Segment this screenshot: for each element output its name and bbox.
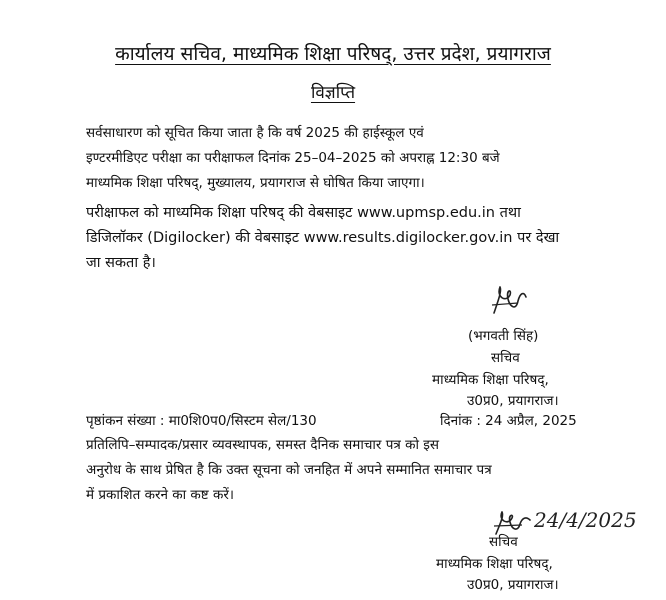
signatory-organization: माध्यमिक शिक्षा परिषद्, xyxy=(436,556,553,572)
copy-note-paragraph xyxy=(86,433,596,508)
reference-number: पृष्ठांकन संख्या : मा0शि0प0/सिस्टम सेल/130 xyxy=(86,413,317,429)
signatory-location: उ0प्र0, प्रयागराज। xyxy=(467,393,559,409)
office-title: कार्यालय सचिव, माध्यमिक शिक्षा परिषद्, उत्तर प्रदेश, प्रयागराज xyxy=(115,43,551,65)
paragraph-line: अनुरोध के साथ प्रेषित है कि उक्त सूचना को जनहित में अपने सम्मानित समाचार पत्र xyxy=(86,462,492,478)
paragraph-line: जा सकता है। xyxy=(86,255,156,271)
reference-date: दिनांक : 24 अप्रैल, 2025 xyxy=(440,413,577,429)
paragraph-line: में प्रकाशित करने का कष्ट करें। xyxy=(86,487,234,503)
handwritten-date: 24/4/2025 xyxy=(534,508,637,532)
signatory-designation: सचिव xyxy=(491,350,520,366)
paragraph-line: माध्यमिक शिक्षा परिषद्, मुख्यालय, प्रयागराज से घोषित किया जाएगा। xyxy=(86,175,425,191)
signatory-location: उ0प्र0, प्रयागराज। xyxy=(467,577,559,593)
website-paragraph xyxy=(86,201,596,276)
paragraph-line: डिजिलॉकर (Digilocker) की वेबसाइट www.results.digilocker.gov.in पर देखा xyxy=(86,230,560,246)
signatory-name: (भगवती सिंह) xyxy=(468,328,539,344)
paragraph-line: परीक्षाफल को माध्यमिक शिक्षा परिषद् की वेबसाइट www.upmsp.edu.in तथा xyxy=(86,205,521,221)
signatory-organization: माध्यमिक शिक्षा परिषद्, xyxy=(432,372,549,388)
handwritten-signature xyxy=(488,283,532,319)
paragraph-line: इण्टरमीडिएट परीक्षा का परीक्षाफल दिनांक 25–04–2025 को अपराह्न 12:30 बजे xyxy=(86,150,500,166)
paragraph-line: सर्वसाधारण को सूचित किया जाता है कि वर्ष 2025 की हाईस्कूल एवं xyxy=(86,125,424,141)
notice-title: विज्ञप्ति xyxy=(310,83,356,103)
paragraph-line: प्रतिलिपि–सम्पादक/प्रसार व्यवस्थापक, समस्त दैनिक समाचार पत्र को इस xyxy=(86,437,440,453)
announcement-paragraph xyxy=(86,121,596,196)
signatory-designation: सचिव xyxy=(489,534,518,550)
